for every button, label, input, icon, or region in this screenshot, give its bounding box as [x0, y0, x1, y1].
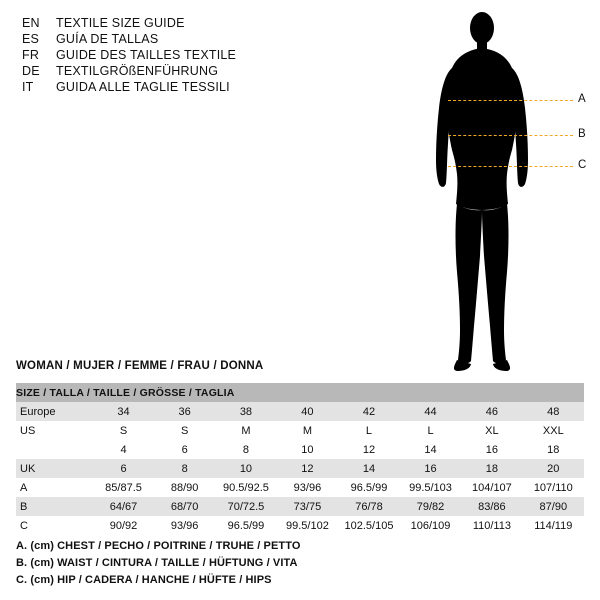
cell: 104/107 — [461, 478, 522, 497]
table-row — [16, 440, 584, 459]
row-label-us-numeric — [16, 440, 93, 459]
cell: 18 — [461, 459, 522, 478]
title-lang-de: DE — [22, 64, 40, 78]
cell: L — [338, 421, 400, 440]
title-lang-fr: FR — [22, 48, 40, 62]
title-text-es: GUÍA DE TALLAS — [56, 32, 159, 46]
cell: XL — [461, 421, 522, 440]
cell: 102.5/105 — [338, 516, 400, 535]
cell: L — [400, 421, 461, 440]
table-row — [16, 421, 584, 440]
legend-row-b: B. (cm) WAIST / CINTURA / TAILLE / HÜFTUNG / VITA — [16, 557, 298, 569]
cell: 73/75 — [277, 497, 338, 516]
cell: 83/86 — [461, 497, 522, 516]
cell: 70/72.5 — [215, 497, 277, 516]
section-title: WOMAN / MUJER / FEMME / FRAU / DONNA — [16, 360, 264, 372]
cell: 6 — [154, 440, 215, 459]
measure-line-a — [448, 100, 573, 101]
table-row — [16, 497, 584, 516]
cell: 90/92 — [93, 516, 154, 535]
table-row — [16, 459, 584, 478]
cell: 93/96 — [154, 516, 215, 535]
title-row — [22, 64, 352, 78]
cell: 38 — [215, 402, 277, 421]
cell: 16 — [400, 459, 461, 478]
size-table — [16, 383, 584, 535]
cell: 14 — [338, 459, 400, 478]
cell: M — [277, 421, 338, 440]
cell: 93/96 — [277, 478, 338, 497]
row-label-a: A — [16, 478, 93, 497]
table-row — [16, 516, 584, 535]
title-row — [22, 80, 352, 94]
cell: S — [93, 421, 154, 440]
cell: 90.5/92.5 — [215, 478, 277, 497]
cell: 96.5/99 — [215, 516, 277, 535]
title-lang-es: ES — [22, 32, 40, 46]
legend-row-c: C. (cm) HIP / CADERA / HANCHE / HÜFTE / HIPS — [16, 574, 272, 586]
female-silhouette-icon — [400, 8, 590, 378]
title-lang-en: EN — [22, 16, 40, 30]
cell: 64/67 — [93, 497, 154, 516]
cell: 85/87.5 — [93, 478, 154, 497]
title-text-fr: GUIDE DES TAILLES TEXTILE — [56, 48, 237, 62]
cell: 34 — [93, 402, 154, 421]
cell: 20 — [523, 459, 584, 478]
table-row — [16, 478, 584, 497]
cell: 40 — [277, 402, 338, 421]
title-row — [22, 48, 352, 62]
cell: 6 — [93, 459, 154, 478]
cell: 79/82 — [400, 497, 461, 516]
cell: 16 — [461, 440, 522, 459]
cell: 46 — [461, 402, 522, 421]
cell: M — [215, 421, 277, 440]
cell: 12 — [277, 459, 338, 478]
row-label-us: US — [16, 421, 93, 440]
measure-label-c: C — [578, 159, 587, 171]
title-lang-it: IT — [22, 80, 34, 94]
cell: 99.5/103 — [400, 478, 461, 497]
cell: 10 — [277, 440, 338, 459]
row-label-europe: Europe — [16, 402, 93, 421]
cell: 8 — [154, 459, 215, 478]
measure-line-b — [448, 135, 573, 136]
cell: 48 — [523, 402, 584, 421]
measure-line-c — [448, 166, 573, 167]
cell: S — [154, 421, 215, 440]
cell: XXL — [523, 421, 584, 440]
cell: 107/110 — [523, 478, 584, 497]
cell: 14 — [400, 440, 461, 459]
cell: 44 — [400, 402, 461, 421]
title-text-en: TEXTILE SIZE GUIDE — [56, 16, 185, 30]
cell: 76/78 — [338, 497, 400, 516]
cell: 36 — [154, 402, 215, 421]
cell: 110/113 — [461, 516, 522, 535]
cell: 106/109 — [400, 516, 461, 535]
legend-row-a: A. (cm) CHEST / PECHO / POITRINE / TRUHE / PETTO — [16, 540, 301, 552]
cell: 12 — [338, 440, 400, 459]
cell: 96.5/99 — [338, 478, 400, 497]
cell: 114/119 — [523, 516, 584, 535]
row-label-uk: UK — [16, 459, 93, 478]
cell: 88/90 — [154, 478, 215, 497]
figure-area — [400, 8, 590, 378]
title-row — [22, 32, 352, 46]
measure-label-b: B — [578, 128, 586, 140]
title-block — [22, 16, 352, 96]
cell: 68/70 — [154, 497, 215, 516]
cell: 87/90 — [523, 497, 584, 516]
table-header-cell: SIZE / TALLA / TAILLE / GRÖSSE / TAGLIA — [16, 383, 584, 402]
table-header-row — [16, 383, 584, 402]
title-text-it: GUIDA ALLE TAGLIE TESSILI — [56, 80, 230, 94]
cell: 4 — [93, 440, 154, 459]
cell: 18 — [523, 440, 584, 459]
row-label-c: C — [16, 516, 93, 535]
table-row — [16, 402, 584, 421]
cell: 8 — [215, 440, 277, 459]
cell: 10 — [215, 459, 277, 478]
cell: 42 — [338, 402, 400, 421]
measure-label-a: A — [578, 93, 586, 105]
title-text-de: TEXTILGRÖßENFÜHRUNG — [56, 64, 219, 78]
row-label-b: B — [16, 497, 93, 516]
title-row — [22, 16, 352, 30]
cell: 99.5/102 — [277, 516, 338, 535]
legend — [16, 540, 576, 591]
